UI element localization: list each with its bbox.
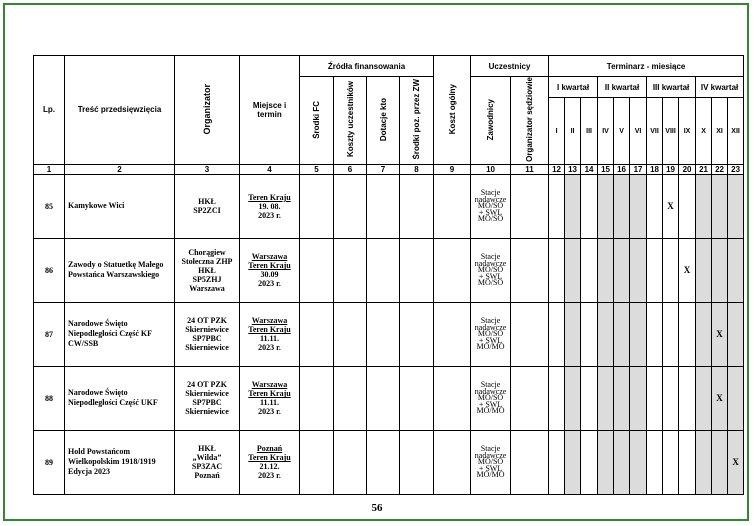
column-number: 8 (400, 164, 434, 174)
table-row (34, 238, 744, 302)
month-cell (581, 302, 598, 366)
judges-cell (511, 174, 549, 238)
month-cell (679, 238, 696, 302)
month-header: II (565, 98, 581, 165)
month-cell (565, 174, 581, 238)
finance-cell (400, 238, 434, 302)
column-number: 5 (300, 164, 334, 174)
row-place: Poznań Teren Kraju 21.12. 2023 r. (240, 430, 300, 494)
month-cell (663, 430, 679, 494)
month-cell (565, 238, 581, 302)
table-row (34, 430, 744, 494)
row-lp: 88 (34, 366, 65, 430)
month-mark: X (732, 457, 739, 468)
schedule-table (33, 55, 744, 495)
column-number: 18 (647, 164, 663, 174)
month-header: X (696, 98, 712, 165)
row-organizer: Chorągiew Stołeczna ZHP HKŁ SP5ZHJ Warszawa (175, 238, 240, 302)
month-cell (696, 430, 712, 494)
month-header: I (549, 98, 565, 165)
finance-cell (300, 238, 334, 302)
finance-cell (334, 366, 367, 430)
column-number: 16 (614, 164, 630, 174)
header-koszt: Koszt ogólny (434, 56, 471, 165)
month-header: III (581, 98, 598, 165)
month-cell (549, 366, 565, 430)
month-cell (630, 238, 647, 302)
header-terminarz: Terminarz - miesiące (549, 56, 744, 77)
month-mark: X (683, 265, 691, 276)
judges-cell (511, 238, 549, 302)
month-cell (598, 174, 614, 238)
month-cell (712, 302, 728, 366)
month-cell (581, 238, 598, 302)
row-place: Warszawa Teren Kraju 30.09 2023 r. (240, 238, 300, 302)
month-cell (663, 174, 679, 238)
month-header: VI (630, 98, 647, 165)
finance-cell (367, 302, 400, 366)
header-srodki-fc: Środki FC (300, 77, 334, 165)
month-cell (598, 302, 614, 366)
row-name: Narodowe Święto Niepodległości Część KF CW/SSB (65, 302, 175, 366)
month-cell (630, 302, 647, 366)
month-cell (647, 302, 663, 366)
table-row (34, 174, 744, 238)
month-header: XI (712, 98, 728, 165)
header-organizator: Organizator (175, 56, 240, 165)
month-cell (712, 430, 728, 494)
finance-cell (300, 302, 334, 366)
month-cell (679, 174, 696, 238)
finance-cell (400, 430, 434, 494)
month-cell (696, 238, 712, 302)
month-header: IV (598, 98, 614, 165)
month-cell (598, 238, 614, 302)
finance-cell (434, 430, 471, 494)
month-cell (581, 174, 598, 238)
header-srodki-zw: Środki poz. przez ZW (400, 77, 434, 165)
month-cell (565, 302, 581, 366)
finance-cell (434, 174, 471, 238)
row-participants: Stacje nadawcze MO/SO + SWL MO/MO (471, 366, 511, 430)
header-miejsce: Miejsce i termin (240, 56, 300, 165)
month-cell (549, 302, 565, 366)
column-number: 10 (471, 164, 511, 174)
month-mark: X (716, 393, 723, 404)
month-cell (630, 430, 647, 494)
finance-cell (434, 302, 471, 366)
finance-cell (400, 174, 434, 238)
month-cell (663, 238, 679, 302)
column-number: 20 (679, 164, 696, 174)
row-participants: Stacje nadawcze MO/SO + SWL MO/MO (471, 430, 511, 494)
row-organizer: HKŁ „Wilda” SP3ZAC Poznań (175, 430, 240, 494)
row-participants: Stacje nadawcze MO/SO + SWL MO/SO (471, 238, 511, 302)
column-number: 15 (598, 164, 614, 174)
finance-cell (334, 174, 367, 238)
column-number: 9 (434, 164, 471, 174)
finance-cell (367, 430, 400, 494)
table-row (34, 366, 744, 430)
month-cell (663, 366, 679, 430)
row-name: Zawody o Statuetkę Małego Powstańca Warszawskiego (65, 238, 175, 302)
month-cell (565, 430, 581, 494)
month-header: XII (728, 98, 744, 165)
finance-cell (367, 238, 400, 302)
finance-cell (367, 174, 400, 238)
finance-cell (300, 366, 334, 430)
judges-cell (511, 430, 549, 494)
column-number: 14 (581, 164, 598, 174)
header-lp: Lp. (34, 56, 65, 165)
finance-cell (400, 302, 434, 366)
column-number: 6 (334, 164, 367, 174)
month-cell (614, 430, 630, 494)
month-cell (614, 366, 630, 430)
header-kwartal-1: I kwartał (549, 77, 598, 98)
month-cell (614, 174, 630, 238)
page-number: 56 (371, 502, 383, 514)
month-cell (614, 238, 630, 302)
month-mark: X (716, 329, 723, 340)
month-cell (549, 430, 565, 494)
header-zrodla: Źródła finansowania (300, 56, 434, 77)
column-number: 19 (663, 164, 679, 174)
month-cell (728, 238, 744, 302)
column-number: 17 (630, 164, 647, 174)
header-kwartal-2: II kwartał (598, 77, 647, 98)
month-cell (598, 366, 614, 430)
finance-cell (367, 366, 400, 430)
month-cell (696, 174, 712, 238)
row-name: Narodowe Święto Niepodległości Część UKF (65, 366, 175, 430)
finance-cell (334, 430, 367, 494)
month-cell (598, 430, 614, 494)
judges-cell (511, 302, 549, 366)
month-cell (712, 174, 728, 238)
header-tresc: Treść przedsięwzięcia (65, 56, 175, 165)
header-zawodnicy: Zawodnicy (471, 77, 511, 165)
month-cell (712, 366, 728, 430)
finance-cell (334, 302, 367, 366)
finance-cell (300, 430, 334, 494)
month-header: VII (647, 98, 663, 165)
finance-cell (300, 174, 334, 238)
column-number: 11 (511, 164, 549, 174)
month-cell (647, 174, 663, 238)
month-cell (696, 302, 712, 366)
month-cell (679, 302, 696, 366)
row-participants: Stacje nadawcze MO/SO + SWL MO/MO (471, 302, 511, 366)
month-cell (728, 302, 744, 366)
column-number: 7 (367, 164, 400, 174)
header-dotacje: Dotacje kto (367, 77, 400, 165)
month-cell (630, 174, 647, 238)
month-cell (549, 174, 565, 238)
header-koszty: Koszty uczestników (334, 77, 367, 165)
month-cell (614, 302, 630, 366)
month-cell (647, 366, 663, 430)
month-cell (696, 366, 712, 430)
month-cell (679, 430, 696, 494)
row-organizer: 24 OT PZK Skierniewice SP7PBC Skierniewice (175, 302, 240, 366)
row-name: Hold Powstańcom Wielkopolskim 1918/1919 Edycja 2023 (65, 430, 175, 494)
month-cell (663, 302, 679, 366)
month-cell (565, 366, 581, 430)
row-lp: 87 (34, 302, 65, 366)
row-organizer: 24 OT PZK Skierniewice SP7PBC Skierniewice (175, 366, 240, 430)
column-number: 21 (696, 164, 712, 174)
row-name: Kamykowe Wici (65, 174, 175, 238)
month-header: V (614, 98, 630, 165)
column-number: 2 (65, 164, 175, 174)
month-cell (630, 366, 647, 430)
month-cell (728, 174, 744, 238)
column-number: 1 (34, 164, 65, 174)
finance-cell (334, 238, 367, 302)
header-sedziowie: Organizator sędziowie (511, 77, 549, 165)
row-place: Teren Kraju 19. 08. 2023 r. (240, 174, 300, 238)
month-header: VIII (663, 98, 679, 165)
column-number: 12 (549, 164, 565, 174)
column-number: 23 (728, 164, 744, 174)
row-place: Warszawa Teren Kraju 11.11. 2023 r. (240, 302, 300, 366)
month-cell (581, 430, 598, 494)
judges-cell (511, 366, 549, 430)
month-cell (647, 430, 663, 494)
row-lp: 85 (34, 174, 65, 238)
month-cell (549, 238, 565, 302)
month-cell (581, 366, 598, 430)
header-kwartal-4: IV kwartał (696, 77, 744, 98)
column-number: 4 (240, 164, 300, 174)
month-cell (679, 366, 696, 430)
row-lp: 86 (34, 238, 65, 302)
finance-cell (434, 238, 471, 302)
month-mark: X (667, 201, 674, 212)
month-cell (647, 238, 663, 302)
table-row (34, 302, 744, 366)
row-organizer: HKŁ SP2ZCI (175, 174, 240, 238)
month-header: IX (679, 98, 696, 165)
row-participants: Stacje nadawcze MO/SO + SWL MO/SO (471, 174, 511, 238)
finance-cell (400, 366, 434, 430)
month-cell (712, 238, 728, 302)
column-number: 22 (712, 164, 728, 174)
column-number: 3 (175, 164, 240, 174)
row-place: Warszawa Teren Kraju 11.11. 2023 r. (240, 366, 300, 430)
row-lp: 89 (34, 430, 65, 494)
finance-cell (434, 366, 471, 430)
header-kwartal-3: III kwartał (647, 77, 696, 98)
month-cell (728, 430, 744, 494)
month-cell (728, 366, 744, 430)
column-number: 13 (565, 164, 581, 174)
header-uczestnicy: Uczestnicy (471, 56, 549, 77)
